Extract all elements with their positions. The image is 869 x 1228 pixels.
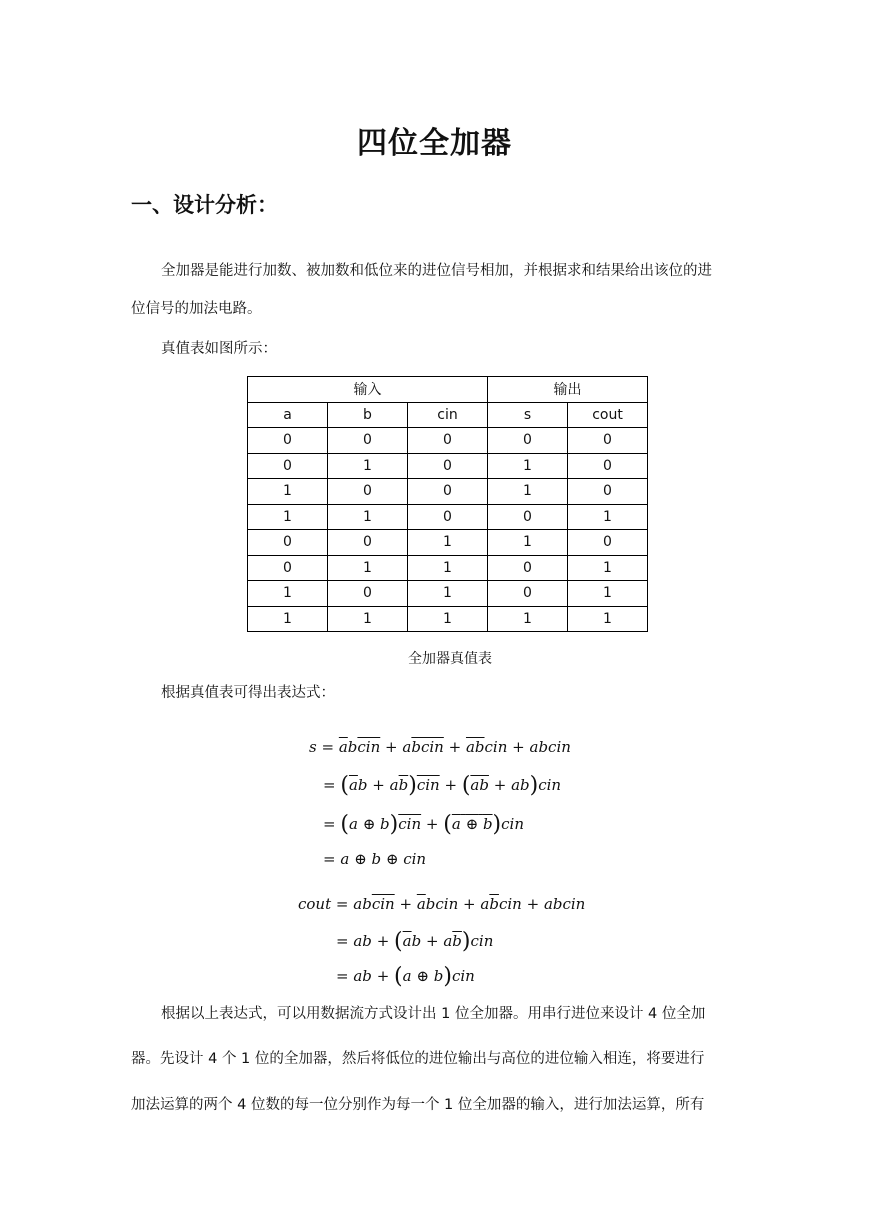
eq-term: $\overline{cin}$	[371, 895, 395, 913]
table-cell: 0	[328, 581, 408, 607]
table-cell: 1	[328, 606, 408, 632]
table-row	[248, 530, 648, 556]
eq-paren: (	[394, 964, 403, 989]
eq-sign: =	[336, 932, 349, 950]
table-cell: 0	[248, 555, 328, 581]
table-row	[248, 479, 648, 505]
eq-op: +	[512, 738, 525, 756]
eq-term: $\overline{a}$	[402, 932, 412, 950]
eq-term: abcin	[529, 738, 571, 756]
table-cell: 1	[328, 504, 408, 530]
eq-term: a	[451, 815, 461, 833]
table-row	[248, 453, 648, 479]
eq-term: cin	[498, 895, 522, 913]
column-header: cout	[568, 402, 648, 428]
table-cell: 0	[248, 530, 328, 556]
equation-s-line3	[323, 812, 524, 837]
eq-term: a	[348, 815, 358, 833]
eq-op: +	[463, 895, 476, 913]
section-heading: 一、设计分析：	[131, 193, 278, 217]
paragraph-line: 器。先设计 4 个 1 位的全加器，然后将低位的进位输出与高位的进位输入相连，将要进行	[131, 1051, 705, 1067]
eq-term: b	[357, 776, 368, 794]
eq-term: ab	[353, 895, 372, 913]
eq-term: a	[389, 776, 399, 794]
eq-term: cin	[470, 932, 494, 950]
eq-term: ab	[511, 776, 530, 794]
table-cell: 0	[568, 453, 648, 479]
eq-paren: )	[389, 812, 399, 837]
table-cell: 1	[248, 606, 328, 632]
table-row	[248, 581, 648, 607]
table-cell: 0	[408, 479, 488, 505]
table-row	[248, 606, 648, 632]
table-cell: 1	[248, 581, 328, 607]
table-cell: 1	[328, 453, 408, 479]
eq-op: ⊕	[354, 850, 367, 868]
table-cell: 1	[488, 530, 568, 556]
eq-op: ⊕	[416, 967, 429, 985]
table-cell: 0	[408, 428, 488, 454]
paragraph-line: 根据真值表可得出表达式：	[161, 685, 335, 701]
eq-sign: =	[323, 850, 336, 868]
table-cell: 0	[568, 479, 648, 505]
eq-paren: (	[394, 929, 403, 954]
table-cell: 0	[408, 453, 488, 479]
eq-lhs: s	[309, 738, 317, 756]
table-cell: 0	[248, 428, 328, 454]
eq-op: +	[493, 776, 507, 794]
table-cell: 1	[248, 479, 328, 505]
eq-op: +	[425, 932, 439, 950]
eq-sign: =	[323, 815, 336, 833]
paragraph-line: 根据以上表达式，可以用数据流方式设计出 1 位全加器。用串行进位来设计 4 位全加	[161, 1006, 706, 1022]
eq-op: +	[448, 738, 462, 756]
equation-s-line1	[309, 738, 571, 756]
table-caption: 全加器真值表	[408, 651, 492, 667]
eq-term: $\overline{ab}$	[465, 738, 485, 756]
eq-term: b	[371, 850, 382, 868]
eq-term: bcin	[425, 895, 459, 913]
eq-paren: (	[340, 812, 349, 837]
eq-term: $\overline{a}$	[348, 776, 358, 794]
eq-term: abcin	[543, 895, 586, 913]
eq-sign: =	[321, 738, 335, 756]
eq-term: $\overline{a}$	[416, 895, 426, 913]
table-cell: 0	[488, 555, 568, 581]
truth-table	[247, 376, 648, 632]
eq-term: $\overline{b}$	[489, 895, 499, 913]
eq-op: ⊕	[362, 815, 376, 833]
table-cell: 1	[488, 606, 568, 632]
column-header: s	[488, 402, 568, 428]
table-cell: 0	[568, 428, 648, 454]
eq-op: +	[376, 967, 390, 985]
equation-cout-line3	[336, 964, 475, 989]
eq-paren: )	[461, 929, 471, 954]
eq-term: ab	[353, 932, 372, 950]
group-header-output: 输出	[488, 377, 648, 403]
eq-term: $\overline{b}$	[452, 932, 462, 950]
eq-op: +	[425, 815, 439, 833]
eq-term: a	[340, 850, 350, 868]
table-cell: 0	[408, 504, 488, 530]
eq-term: $\overline{ab}$	[470, 776, 489, 794]
eq-op: +	[444, 776, 458, 794]
equation-s-line4	[323, 850, 426, 868]
table-cell: 1	[568, 555, 648, 581]
table-cell: 1	[488, 453, 568, 479]
eq-term: cin	[484, 738, 508, 756]
equation-cout-line2	[336, 929, 494, 954]
eq-term: $\overline{cin}$	[398, 815, 422, 833]
eq-term: cin	[538, 776, 562, 794]
eq-term: ab	[353, 967, 372, 985]
eq-lhs: cout	[298, 895, 332, 913]
eq-paren: (	[340, 773, 349, 798]
eq-term: $\overline{cin}$	[416, 776, 440, 794]
eq-term: $\overline{b}$	[398, 776, 409, 794]
eq-term: cin	[451, 967, 475, 985]
table-cell: 0	[488, 581, 568, 607]
eq-term: b	[411, 932, 422, 950]
eq-term: $\overline{a}$	[338, 738, 348, 756]
eq-sign: =	[335, 895, 349, 913]
eq-paren: )	[443, 964, 452, 989]
eq-term: b	[482, 815, 493, 833]
column-header: b	[328, 402, 408, 428]
eq-paren: (	[443, 812, 452, 837]
eq-op: +	[399, 895, 413, 913]
eq-op: +	[376, 932, 390, 950]
eq-term: a	[402, 738, 412, 756]
eq-term: $\overline{cin}$	[357, 738, 381, 756]
table-row	[248, 428, 648, 454]
eq-paren: )	[492, 812, 502, 837]
table-cell: 1	[568, 504, 648, 530]
eq-term: b	[380, 815, 390, 833]
eq-op: ⊕	[465, 815, 479, 833]
table-cell: 0	[488, 428, 568, 454]
column-header: cin	[408, 402, 488, 428]
paragraph-line: 全加器是能进行加数、被加数和低位来的进位信号相加，并根据求和结果给出该位的进	[161, 263, 712, 279]
table-cell: 1	[568, 606, 648, 632]
eq-term: bcin	[411, 738, 444, 756]
eq-paren: )	[529, 773, 539, 798]
table-cell: 0	[328, 479, 408, 505]
eq-term: cin	[501, 815, 524, 833]
equation-s-line2	[323, 773, 562, 798]
table-column-row	[248, 402, 648, 428]
table-row	[248, 504, 648, 530]
table-cell: 1	[248, 504, 328, 530]
eq-op: +	[372, 776, 385, 794]
table-cell: 1	[408, 530, 488, 556]
page-title: 四位全加器	[357, 126, 512, 161]
eq-term: b	[433, 967, 444, 985]
equation-cout-line1	[298, 895, 585, 913]
eq-paren: )	[408, 773, 417, 798]
table-cell: 1	[408, 606, 488, 632]
table-cell: 0	[328, 428, 408, 454]
table-cell: 0	[488, 504, 568, 530]
paragraph-line: 真值表如图所示：	[161, 341, 277, 357]
eq-term: a	[443, 932, 453, 950]
table-cell: 0	[248, 453, 328, 479]
eq-term: b	[347, 738, 358, 756]
table-cell: 0	[328, 530, 408, 556]
table-cell: 1	[408, 555, 488, 581]
table-cell: 1	[568, 581, 648, 607]
table-cell: 1	[488, 479, 568, 505]
eq-op: +	[385, 738, 398, 756]
eq-op: ⊕	[385, 850, 399, 868]
table-row	[248, 555, 648, 581]
table-cell: 1	[328, 555, 408, 581]
eq-sign: =	[323, 776, 336, 794]
eq-op: +	[526, 895, 540, 913]
paragraph-line: 加法运算的两个 4 位数的每一位分别作为每一个 1 位全加器的输入，进行加法运算，所有	[131, 1097, 705, 1113]
eq-term: a	[402, 967, 412, 985]
column-header: a	[248, 402, 328, 428]
eq-term: cin	[403, 850, 427, 868]
table-cell: 0	[568, 530, 648, 556]
eq-paren: (	[461, 773, 471, 798]
group-header-input: 输入	[248, 377, 488, 403]
table-cell: 1	[408, 581, 488, 607]
eq-sign: =	[336, 967, 349, 985]
table-header-row	[248, 377, 648, 403]
paragraph-line: 位信号的加法电路。	[131, 301, 262, 317]
eq-term: a	[480, 895, 490, 913]
